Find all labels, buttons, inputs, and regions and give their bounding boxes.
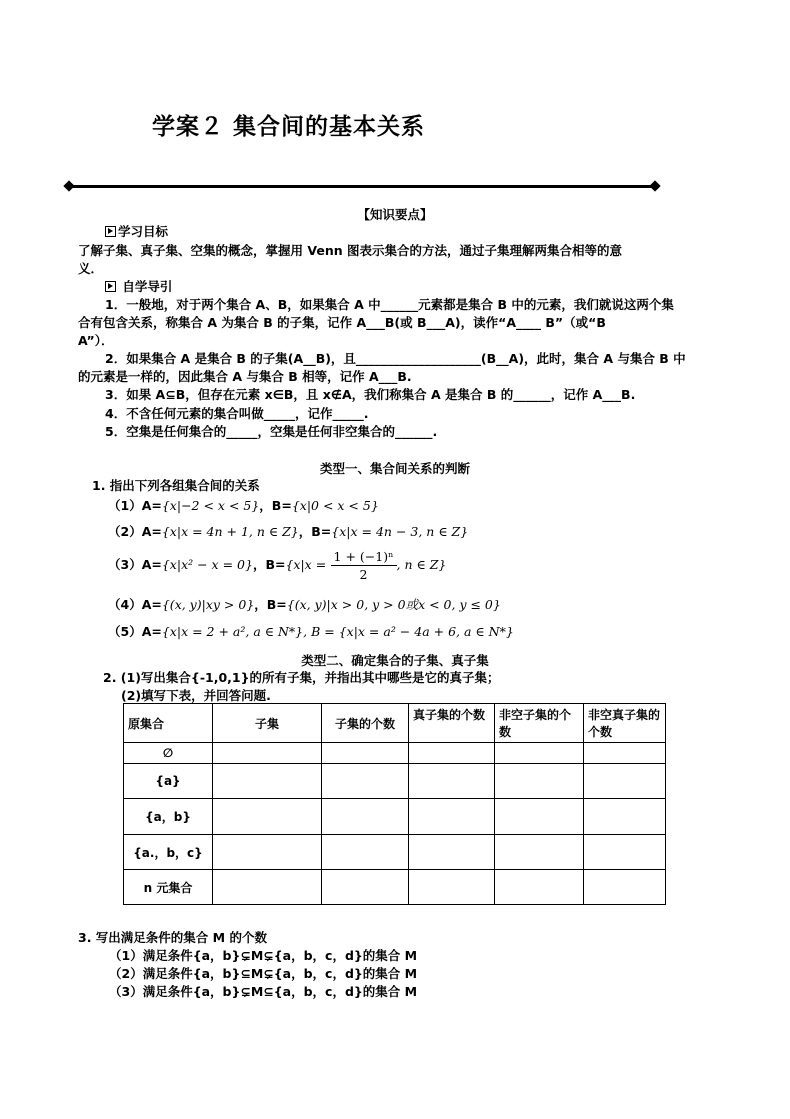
guide-item-2-line-1: 2．如果集合 A 是集合 B 的子集(A__B)，且____________________(B__A)，此时，集合 A 与集合 B 中 bbox=[105, 351, 686, 366]
table-cell bbox=[409, 835, 495, 870]
guide-item-5: 5．空集是任何集合的_____，空集是任何非空集合的______. bbox=[105, 424, 438, 439]
table-cell bbox=[584, 835, 666, 870]
table-cell bbox=[495, 870, 584, 905]
q3-condition-1: （1）满足条件{a，b}⊊M⊊{a，b，c，d}的集合 M bbox=[109, 948, 418, 963]
type1-q1: （1）A={x|−2 < x < 5}，B={x|0 < x < 5} bbox=[108, 498, 379, 513]
play-box-icon bbox=[105, 281, 116, 292]
table-header-cell: 非空子集的个数 bbox=[495, 704, 584, 743]
guide-item-3: 3．如果 A⊆B，但存在元素 x∈B，且 x∉A，我们称集合 A 是集合 B 的______，记作 A___B. bbox=[105, 387, 636, 402]
page-title: 学案２ 集合间的基本关系 bbox=[152, 114, 426, 140]
table-cell bbox=[322, 764, 409, 799]
table-row-label: {a，b} bbox=[124, 799, 213, 835]
table-cell bbox=[409, 743, 495, 764]
type1-question-title: 1. 指出下列各组集合间的关系 bbox=[92, 478, 260, 493]
table-cell bbox=[495, 743, 584, 764]
table-cell bbox=[495, 835, 584, 870]
table-cell bbox=[213, 743, 322, 764]
table-row bbox=[124, 870, 666, 905]
subset-table bbox=[123, 703, 666, 905]
guide-item-1-line-1: 1．一般地，对于两个集合 A、B，如果集合 A 中______元素都是集合 B 中的元素，我们就说这两个集 bbox=[105, 297, 674, 312]
table-cell bbox=[322, 743, 409, 764]
table-cell bbox=[213, 799, 322, 835]
table-row bbox=[124, 764, 666, 799]
type1-heading: 类型一、集合间关系的判断 bbox=[319, 461, 470, 476]
guide-item-4: 4．不含任何元素的集合叫做_____，记作_____. bbox=[105, 406, 369, 421]
section-header: 【知识要点】 bbox=[357, 207, 433, 222]
type1-q2: （2）A={x|x = 4n + 1, n ∈ Z}，B={x|x = 4n − 3, n ∈ Z} bbox=[108, 524, 469, 539]
table-row-label: ∅ bbox=[124, 743, 213, 764]
guide-item-1-line-2: 合有包含关系，称集合 A 为集合 B 的子集，记作 A___B(或 B___A)，读作“A____ B”（或“B bbox=[78, 315, 606, 330]
q3-condition-2: （2）满足条件{a，b}⊆M⊊{a，b，c，d}的集合 M bbox=[109, 966, 418, 981]
type1-q5: （5）A={x|x = 2 + a², a ∈ N*}, B = {x|x = a² − 4a + 6, a ∈ N*} bbox=[108, 624, 514, 639]
table-cell bbox=[409, 799, 495, 835]
objectives-heading: 学习目标 bbox=[105, 222, 168, 240]
table-cell bbox=[322, 799, 409, 835]
guide-heading: 自学导引 bbox=[105, 277, 172, 295]
table-row-label: {a} bbox=[124, 764, 213, 799]
guide-item-1-line-3: A”）． bbox=[78, 333, 114, 348]
table-row bbox=[124, 835, 666, 870]
table-cell bbox=[409, 764, 495, 799]
table-cell bbox=[495, 764, 584, 799]
table-header-cell: 真子集的个数 bbox=[409, 704, 495, 743]
type2-question-line-2: (2)填写下表，并回答问题. bbox=[121, 688, 271, 703]
type1-q4: （4）A={(x, y)|xy > 0}，B={(x, y)|x > 0, y > 0或x < 0, y ≤ 0} bbox=[108, 597, 501, 612]
table-row-label: {a.，b，c} bbox=[124, 835, 213, 870]
table-cell bbox=[584, 799, 666, 835]
table-cell bbox=[584, 764, 666, 799]
objectives-text-2: 义． bbox=[78, 261, 104, 276]
table-row bbox=[124, 799, 666, 835]
rule-right-diamond bbox=[649, 180, 660, 191]
table-cell bbox=[584, 870, 666, 905]
table-header-row bbox=[124, 704, 666, 743]
objectives-text-1: 了解子集、真子集、空集的概念，掌握用 Venn 图表示集合的方法，通过子集理解两集合相等的意 bbox=[78, 243, 622, 258]
type2-heading: 类型二、确定集合的子集、真子集 bbox=[301, 653, 489, 668]
table-header-cell: 原集合 bbox=[124, 704, 213, 743]
table-cell bbox=[213, 870, 322, 905]
table-cell bbox=[322, 870, 409, 905]
table-row-label: n 元集合 bbox=[124, 870, 213, 905]
title-divider bbox=[70, 185, 656, 188]
play-box-icon bbox=[105, 226, 116, 237]
type2-question-line-1: 2. (1)写出集合{-1,0,1}的所有子集，并指出其中哪些是它的真子集； bbox=[103, 670, 500, 685]
table-cell bbox=[495, 799, 584, 835]
table-cell bbox=[409, 870, 495, 905]
table-header-cell: 非空真子集的个数 bbox=[584, 704, 666, 743]
table-cell bbox=[213, 764, 322, 799]
q3-condition-3: （3）满足条件{a，b}⊊M⊆{a，b，c，d}的集合 M bbox=[109, 984, 418, 999]
table-header-cell: 子集 bbox=[213, 704, 322, 743]
fraction: $\frac{\text{1 + (−1)ⁿ}}{2}$ bbox=[331, 548, 397, 583]
table-row bbox=[124, 743, 666, 764]
table-header-cell: 子集的个数 bbox=[322, 704, 409, 743]
q3-title: 3. 写出满足条件的集合 M 的个数 bbox=[78, 930, 267, 945]
table-cell bbox=[584, 743, 666, 764]
guide-item-2-line-2: 的元素是一样的，因此集合 A 与集合 B 相等，记作 A___B. bbox=[78, 369, 412, 384]
table-cell bbox=[322, 835, 409, 870]
table-cell bbox=[213, 835, 322, 870]
type1-q3: （3）A={x|x² − x = 0}，B={x|x = $\frac{\text{1 + (−1)ⁿ}}{2}$ , n ∈ Z} bbox=[108, 549, 447, 582]
